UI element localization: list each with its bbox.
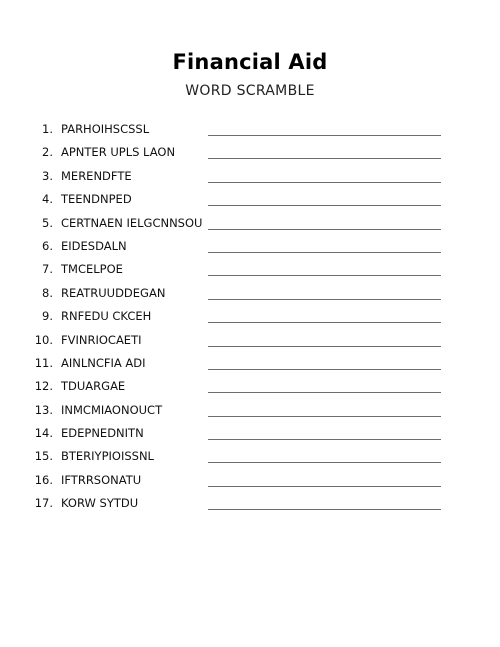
scramble-item [0, 399, 500, 422]
scrambled-word: TDUARGAE [61, 379, 126, 394]
scramble-item [0, 212, 500, 235]
answer-line[interactable] [208, 486, 441, 487]
item-number: 8. [42, 285, 53, 300]
scramble-item [0, 329, 500, 352]
answer-line[interactable] [208, 416, 441, 417]
item-number: 5. [42, 215, 53, 230]
item-number: 11. [34, 355, 53, 370]
scrambled-word: KORW SYTDU [61, 496, 139, 511]
item-number: 12. [34, 379, 53, 394]
answer-line[interactable] [208, 205, 441, 206]
scrambled-word: FVINRIOCAETI [61, 332, 142, 347]
item-number: 16. [34, 472, 53, 487]
scrambled-word: EDEPNEDNITN [61, 426, 144, 441]
scrambled-word: EIDESDALN [61, 238, 127, 253]
scrambled-word: TMCELPOE [61, 262, 123, 277]
scramble-item [0, 492, 500, 515]
scramble-item [0, 422, 500, 445]
answer-line[interactable] [208, 369, 441, 370]
item-number: 2. [42, 145, 53, 160]
answer-line[interactable] [208, 135, 441, 136]
item-number: 7. [42, 262, 53, 277]
scrambled-word: RNFEDU CKCEH [61, 309, 152, 324]
answer-line[interactable] [208, 158, 441, 159]
scramble-item [0, 305, 500, 328]
item-number: 14. [34, 426, 53, 441]
item-number: 4. [42, 192, 53, 207]
page-subtitle: WORD SCRAMBLE [185, 83, 315, 99]
item-number: 13. [34, 402, 53, 417]
scrambled-word: PARHOIHSCSSL [61, 122, 150, 136]
answer-line[interactable] [208, 229, 441, 230]
scrambled-word: CERTNAEN IELGCNNSOU [61, 215, 203, 230]
item-number: 1. [42, 122, 53, 136]
scramble-item [0, 375, 500, 398]
scramble-item [0, 165, 500, 188]
scrambled-word: TEENDNPED [61, 192, 132, 207]
scrambled-word: APNTER UPLS LAON [61, 145, 176, 160]
answer-line[interactable] [208, 299, 441, 300]
scrambled-word: INMCMIAONOUCT [61, 402, 163, 417]
answer-line[interactable] [208, 509, 441, 510]
answer-line[interactable] [208, 322, 441, 323]
page-title: Financial Aid [172, 50, 328, 74]
scramble-item [0, 258, 500, 281]
scramble-item [0, 188, 500, 211]
item-number: 15. [34, 449, 53, 464]
scramble-item [0, 141, 500, 164]
scramble-item [0, 469, 500, 492]
answer-line[interactable] [208, 346, 441, 347]
item-number: 17. [34, 496, 53, 511]
answer-line[interactable] [208, 392, 441, 393]
scrambled-word: IFTRRSONATU [61, 472, 142, 487]
item-number: 3. [42, 168, 53, 183]
scrambled-word: REATRUUDDEGAN [61, 285, 166, 300]
answer-line[interactable] [208, 275, 441, 276]
answer-line[interactable] [208, 439, 441, 440]
scramble-item [0, 118, 500, 141]
answer-line[interactable] [208, 462, 441, 463]
scramble-item [0, 445, 500, 468]
scramble-list [0, 118, 500, 516]
item-number: 10. [34, 332, 53, 347]
scramble-item [0, 235, 500, 258]
scramble-item [0, 282, 500, 305]
scrambled-word: AINLNCFIA ADI [61, 355, 146, 370]
scrambled-word: MERENDFTE [61, 168, 132, 183]
answer-line[interactable] [208, 252, 441, 253]
scrambled-word: BTERIYPIOISSNL [61, 449, 154, 464]
answer-line[interactable] [208, 182, 441, 183]
scramble-item [0, 352, 500, 375]
item-number: 9. [42, 309, 53, 324]
item-number: 6. [42, 238, 53, 253]
